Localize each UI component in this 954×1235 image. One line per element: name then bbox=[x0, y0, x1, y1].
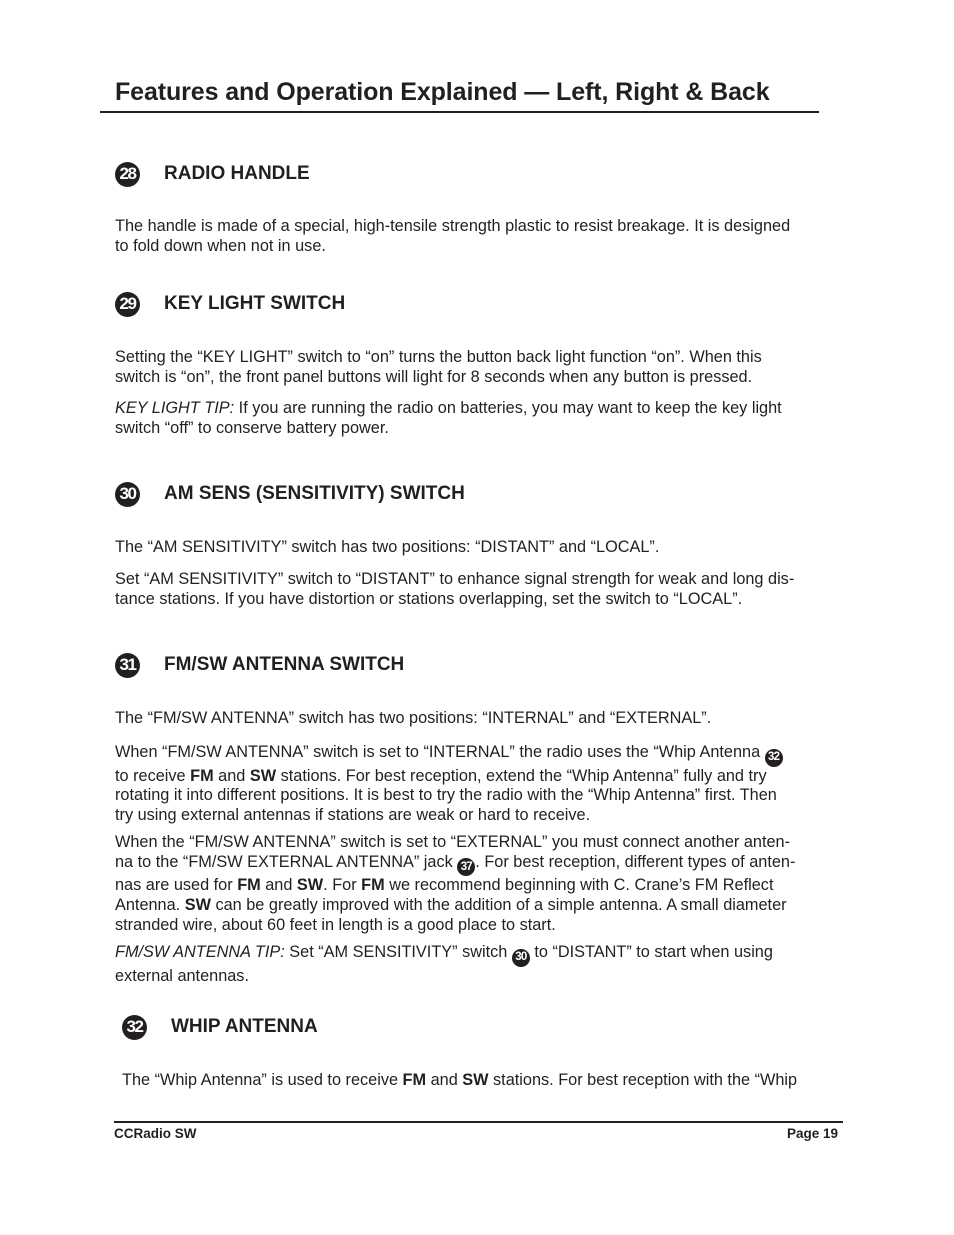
paragraph: The handle is made of a special, high-tensile strength plastic to resist breakage. It is designed to fold down when not in use. bbox=[115, 217, 791, 255]
page-title: Features and Operation Explained — Left, Right & Back bbox=[115, 78, 770, 106]
section-number-badge: 28 bbox=[115, 162, 140, 187]
section-title: FM/SW ANTENNA SWITCH bbox=[164, 654, 405, 675]
section-number-badge: 32 bbox=[122, 1015, 147, 1040]
section-title: KEY LIGHT SWITCH bbox=[164, 293, 346, 314]
paragraph: The “Whip Antenna” is used to receive FM and SW stations. For best reception with the “Whip bbox=[122, 1071, 798, 1089]
paragraph: When “FM/SW ANTENNA” switch is set to “INTERNAL” the radio uses the “Whip Antenna 32 to receive FM and SW stations. For best reception, extend the “Whip Antenna” fully and try rotating it into different positions. It is best to try the radio with the “Whip Antenna” first. Then try using external antennas if stations are weak or hard to receive. bbox=[115, 743, 783, 826]
section-number-badge: 30 bbox=[115, 482, 140, 507]
section-title: WHIP ANTENNA bbox=[171, 1016, 318, 1037]
section-number-badge: 29 bbox=[115, 292, 140, 317]
paragraph: When the “FM/SW ANTENNA” switch is set to “EXTERNAL” you must connect another anten- na to the “FM/SW EXTERNAL ANTENNA” jack 37 . For best reception, different types of anten- nas are used for FM and SW. For FM we recommend beginning with C. Crane’s FM Reflect Antenna. SW can be greatly improved with the addition of a simple antenna. A small diameter stranded wire, about 60 feet in length is a good place to start. bbox=[115, 833, 796, 934]
footer-rule bbox=[114, 1121, 843, 1123]
footer-page-number: Page 19 bbox=[787, 1126, 839, 1141]
paragraph: The “FM/SW ANTENNA” switch has two positions: “INTERNAL” and “EXTERNAL”. bbox=[115, 709, 712, 727]
paragraph: The “AM SENSITIVITY” switch has two positions: “DISTANT” and “LOCAL”. bbox=[115, 538, 660, 556]
paragraph: Setting the “KEY LIGHT” switch to “on” turns the button back light function “on”. When this switch is “on”, the front panel buttons will light for 8 seconds when any button is pressed. bbox=[115, 348, 762, 386]
footer-product-name: CCRadio SW bbox=[114, 1126, 197, 1141]
tip-label: FM/SW ANTENNA TIP: bbox=[115, 943, 285, 961]
tip-paragraph: FM/SW ANTENNA TIP: Set “AM SENSITIVITY” switch 30 to “DISTANT” to start when using external antennas. bbox=[115, 943, 773, 985]
tip-label: KEY LIGHT TIP: bbox=[115, 399, 235, 417]
tip-paragraph: KEY LIGHT TIP: If you are running the radio on batteries, you may want to keep the key light switch “off” to conserve battery power. bbox=[115, 399, 782, 437]
paragraph: Set “AM SENSITIVITY” switch to “DISTANT” to enhance signal strength for weak and long dis- tance stations. If you have distortion or stations overlapping, set the switch to “LOCAL”. bbox=[115, 570, 795, 608]
section-title: AM SENS (SENSITIVITY) SWITCH bbox=[164, 483, 465, 504]
section-title: RADIO HANDLE bbox=[164, 163, 310, 184]
title-underline bbox=[100, 111, 819, 113]
reference-badge: 30 bbox=[512, 949, 530, 967]
section-number-badge: 31 bbox=[115, 653, 140, 678]
reference-badge: 32 bbox=[765, 749, 783, 767]
reference-badge: 37 bbox=[457, 858, 475, 876]
